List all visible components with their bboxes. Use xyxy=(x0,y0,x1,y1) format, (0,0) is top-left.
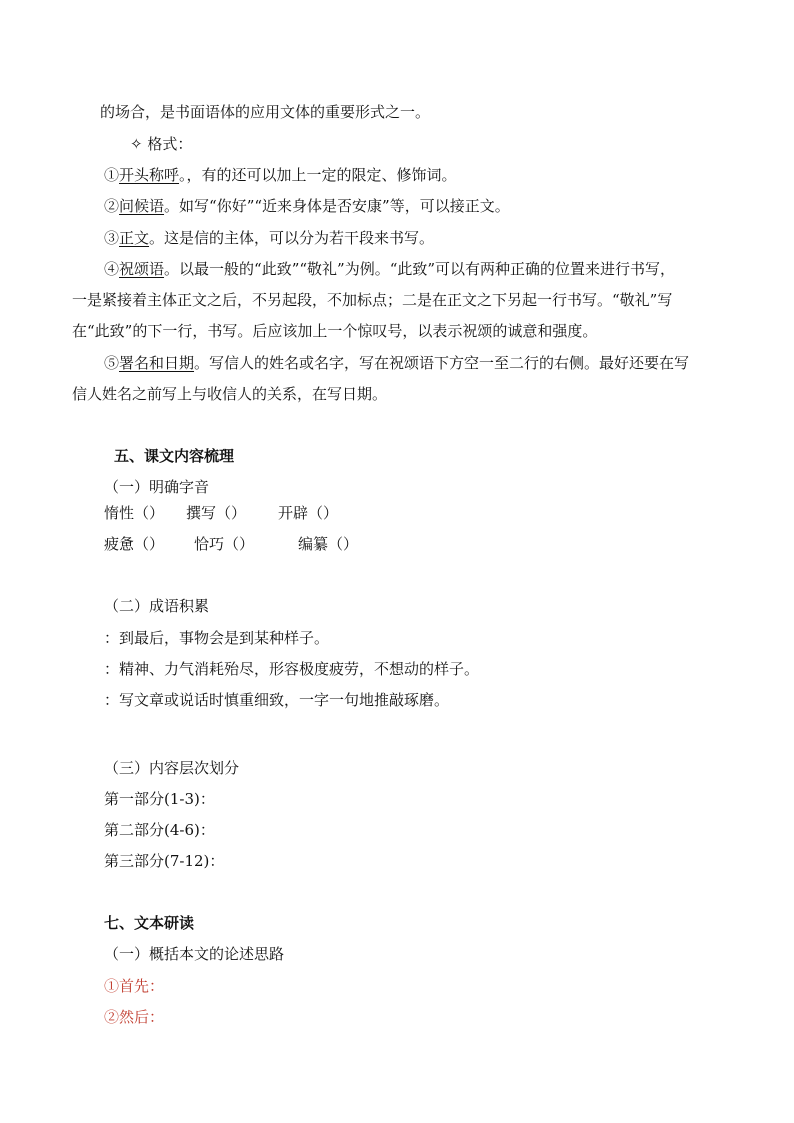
item-text: 。如写“你好”“近来身体是否安康”等，可以接正文。 xyxy=(164,197,510,215)
format-item-3 xyxy=(104,228,434,248)
idiom-item: ：写文章或说话时慎重细致，一字一句地推敲琢磨。 xyxy=(104,691,450,709)
format-item-4-cont-2: 在“此致”的下一行，书写。后应该加上一个惊叹号，以表示祝颂的诚意和强度。 xyxy=(72,322,598,340)
item-mark: ③ xyxy=(104,229,120,247)
format-heading: ✧ 格式： xyxy=(130,135,193,153)
pinyin-word: 撰写（） xyxy=(186,504,247,522)
format-item-4 xyxy=(104,259,675,279)
item-text: 。，有的还可以加上一定的限定、修饰词。 xyxy=(179,166,457,184)
item-mark: ② xyxy=(104,197,120,215)
outline-step: ①首先： xyxy=(104,977,165,995)
section7-sub1-title: （一）概括本文的论述思路 xyxy=(104,945,285,963)
structure-item: 第一部分(1-3)： xyxy=(104,790,215,808)
item-text: 。这是信的主体，可以分为若干段来书写。 xyxy=(149,229,435,247)
section7-title: 七、文本研读 xyxy=(104,914,195,932)
pinyin-word: 惰性（） xyxy=(104,504,165,522)
item-mark: ⑤ xyxy=(104,354,120,372)
structure-item: 第三部分(7-12)： xyxy=(104,852,225,870)
pinyin-row-1 xyxy=(104,503,338,523)
item-term: 开头称呼 xyxy=(119,166,180,184)
format-item-1 xyxy=(104,165,457,185)
item-mark: ④ xyxy=(104,260,120,278)
item-term: 问候语 xyxy=(119,197,165,215)
structure-item: 第二部分(4-6)： xyxy=(104,821,215,839)
intro-tail: 的场合，是书面语体的应用文体的重要形式之一。 xyxy=(100,103,431,121)
format-item-2 xyxy=(104,196,510,216)
pinyin-word: 恰巧（） xyxy=(194,535,255,553)
section5-sub3-title: （三）内容层次划分 xyxy=(104,759,240,777)
idiom-item: ：到最后，事物会是到某种样子。 xyxy=(104,629,330,647)
item-text: 。以最一般的“此致”“敬礼”为例。“此致”可以有两种正确的位置来进行书写， xyxy=(164,260,676,278)
item-term: 祝颂语 xyxy=(119,260,165,278)
section5-sub1-title: （一）明确字音 xyxy=(104,478,210,496)
pinyin-word: 开辟（） xyxy=(278,504,339,522)
section5-sub2-title: （二）成语积累 xyxy=(104,597,210,615)
format-item-5-cont-1: 信人姓名之前写上与收信人的关系，在写日期。 xyxy=(72,385,388,403)
item-term: 正文 xyxy=(119,229,150,247)
item-mark: ① xyxy=(104,166,120,184)
idiom-item: ：精神、力气消耗殆尽，形容极度疲劳，不想动的样子。 xyxy=(104,660,480,678)
pinyin-row-2 xyxy=(104,534,358,554)
pinyin-word: 编纂（） xyxy=(298,535,359,553)
item-term: 署名和日期 xyxy=(119,354,195,372)
section5-title: 五、课文内容梳理 xyxy=(114,447,235,465)
format-item-5 xyxy=(104,353,689,373)
item-text: 。写信人的姓名或名字，写在祝颂语下方空一至二行的右侧。最好还要在写 xyxy=(194,354,690,372)
format-item-4-cont-1: 一是紧接着主体正文之后，不另起段，不加标点；二是在正文之下另起一行书写。“敬礼”写 xyxy=(72,291,673,309)
outline-step: ②然后： xyxy=(104,1008,165,1026)
pinyin-word: 疲惫（） xyxy=(104,535,165,553)
